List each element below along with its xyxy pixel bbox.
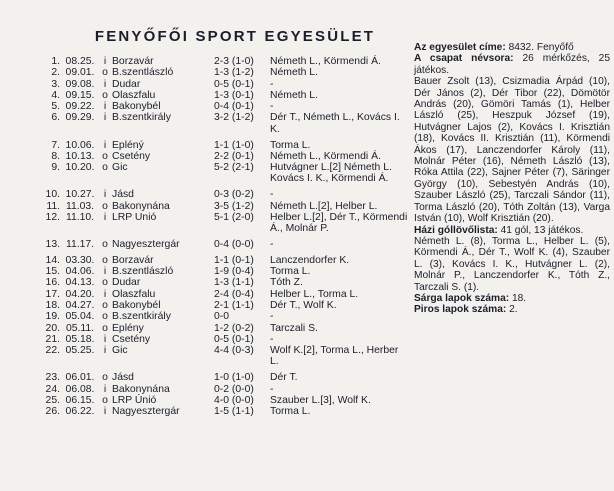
match-home-away: i: [103, 345, 107, 357]
match-opponent: Dudar: [112, 277, 141, 289]
match-result: 0-4 (0-0): [214, 238, 254, 250]
match-result: 1-5 (1-1): [214, 406, 254, 418]
match-number: 21.: [45, 333, 60, 345]
match-scorers: Szauber L.[3], Wolf K.: [270, 394, 371, 406]
match-number: 14.: [45, 254, 60, 266]
match-number: 22.: [45, 345, 60, 357]
match-scorers: Helber L.[2], Dér T., Körmendi Á., Molnár P.: [270, 211, 408, 235]
match-row: [30, 56, 408, 67]
match-result: 1-2 (0-2): [214, 322, 254, 334]
match-row: [30, 201, 408, 212]
match-number: 3.: [51, 78, 60, 90]
match-date: 10.13.: [65, 150, 95, 162]
match-home-away: o: [102, 254, 108, 266]
club-roster-list: Bauer Zsolt (13), Csizmadia Árpád (10), Dér János (2), Dér Tibor (22), Dömötör András (20), Gömöri Tamás (1), Helber László (25), Heszpuk József (19), Hutvágner Lajos (2), Kovács I. Krisztián (18), Kovács II. Krisztián (11), Körmendi Ákos (17), Lanczendorfer Károly (11), Molnár Péter (16), Németh László (13), Róka Attila (22), Sajner Péter (7), Säringer György (10), Sebestyén András (10), Szauber László (25), Tarczali Sándor (11), Torma László (20), Tóth Zoltán (13), Varga István (10), Wolf Krisztián (20).: [414, 76, 610, 225]
match-home-away: o: [102, 322, 108, 334]
club-scorers-header: Házi góllövőlista: 41 gól, 13 játékos.: [414, 224, 584, 236]
match-date: 06.22.: [65, 406, 95, 418]
match-opponent: Csetény: [112, 333, 151, 345]
club-roster-header: A csapat névsora: 26 mérkőzés, 25 játékos.: [414, 53, 610, 76]
match-date: 09.29.: [65, 112, 95, 124]
match-result: 2-2 (0-1): [214, 150, 254, 162]
match-row: [30, 239, 408, 250]
match-result: 0-0: [214, 311, 230, 323]
match-date: 06.01.: [65, 372, 95, 384]
match-date: 09.08.: [65, 78, 95, 90]
match-row: [30, 300, 408, 311]
match-row: [30, 255, 408, 266]
match-scorers: Németh L., Körmendi Á.: [270, 56, 381, 67]
match-result: 2-1 (1-1): [214, 299, 254, 311]
match-scorers: Torma L.: [270, 406, 311, 418]
match-date: 11.03.: [65, 200, 95, 212]
match-scorers: -: [270, 78, 274, 90]
match-result: 3-5 (1-2): [214, 200, 254, 212]
match-scorers: Németh L.: [270, 67, 318, 79]
match-opponent: LRP Únió: [112, 394, 157, 406]
match-number: 10.: [45, 189, 60, 201]
match-number: 23.: [45, 372, 60, 384]
match-row: [30, 384, 408, 395]
match-scorers: Németh L.[2], Helber L.: [270, 200, 378, 212]
match-number: 13.: [45, 238, 60, 250]
match-home-away: i: [103, 78, 107, 90]
match-scorers: -: [270, 383, 274, 395]
match-result: 5-1 (2-0): [214, 211, 254, 223]
match-row: [30, 151, 408, 162]
match-number: 11.: [46, 200, 60, 212]
match-opponent: Dudar: [112, 78, 141, 90]
match-home-away: i: [103, 266, 107, 278]
club-address: Az egyesület címe: 8432. Fenyőfő: [414, 42, 574, 53]
match-result: 4-4 (0-3): [214, 345, 254, 357]
match-home-away: i: [103, 112, 107, 124]
match-number: 5.: [51, 101, 60, 113]
match-number: 17.: [45, 288, 60, 300]
match-opponent: Epléný: [112, 139, 144, 151]
match-number: 24.: [45, 383, 60, 395]
match-result: 0-4 (0-1): [214, 101, 254, 113]
match-scorers: Németh L.: [270, 89, 318, 101]
match-home-away: i: [103, 383, 107, 395]
match-number: 20.: [45, 322, 60, 334]
club-yellow-cards: Sárga lapok száma: 18.: [414, 292, 527, 304]
match-row: [30, 67, 408, 78]
club-red-cards: Piros lapok száma: 2.: [414, 304, 518, 316]
match-date: 10.20.: [65, 162, 95, 174]
match-row: [30, 334, 408, 345]
match-number: 8.: [51, 150, 60, 162]
match-opponent: Bakonybél: [112, 101, 161, 113]
match-scorers: Tarczali S.: [270, 322, 318, 334]
match-date: 11.17.: [65, 238, 95, 250]
match-opponent: Nagyesztergár: [112, 406, 180, 418]
match-result: 1-0 (1-0): [214, 372, 254, 384]
match-row: [30, 277, 408, 288]
match-home-away: o: [102, 150, 108, 162]
match-opponent: B.szentlászló: [112, 266, 174, 278]
match-opponent: Eplény: [112, 322, 144, 334]
match-result: 0-3 (0-2): [214, 189, 254, 201]
match-date: 04.13.: [65, 277, 95, 289]
match-number: 16.: [45, 277, 60, 289]
match-number: 19.: [45, 311, 60, 323]
match-date: 05.11.: [65, 322, 95, 334]
match-number: 1.: [51, 56, 60, 67]
match-result: 1-1 (0-1): [214, 254, 254, 266]
match-scorers: -: [270, 333, 274, 345]
match-date: 10.27.: [65, 189, 95, 201]
match-number: 7.: [51, 139, 60, 151]
match-home-away: i: [103, 288, 107, 300]
match-scorers: -: [270, 238, 274, 250]
match-result: 0-5 (0-1): [214, 78, 254, 90]
match-opponent: Jásd: [112, 372, 134, 384]
match-opponent: Borzavár: [112, 56, 154, 67]
match-scorers: Dér T.: [270, 372, 298, 384]
match-opponent: LRP Unió: [112, 211, 157, 223]
match-row: [30, 189, 408, 200]
match-result: 0-5 (0-1): [214, 333, 254, 345]
match-opponent: B.szentlászló: [112, 67, 174, 79]
match-date: 09.22.: [65, 101, 95, 113]
match-home-away: i: [103, 101, 107, 113]
match-home-away: o: [102, 89, 108, 101]
match-scorers: Tóth Z.: [270, 277, 303, 289]
match-result: 4-0 (0-0): [214, 394, 254, 406]
match-scorers: Hutvágner L.[2] Németh L. Kovács I. K., Körmendi Á.: [270, 162, 392, 185]
match-date: 05.18.: [65, 333, 95, 345]
match-result: 1-9 (0-4): [214, 266, 254, 278]
match-number: 2.: [51, 67, 60, 79]
match-date: 05.25.: [65, 345, 95, 357]
match-scorers: Németh L., Körmendi Á.: [270, 150, 381, 162]
match-home-away: i: [103, 189, 107, 201]
match-date: 10.06.: [65, 139, 95, 151]
match-opponent: Csetény: [112, 150, 151, 162]
match-date: 08.25.: [65, 56, 95, 67]
match-home-away: o: [102, 277, 108, 289]
match-opponent: B.szentkirály: [112, 311, 171, 323]
match-row: [30, 112, 408, 135]
match-row: [30, 162, 408, 185]
match-row: [30, 140, 408, 151]
match-scorers: -: [270, 101, 274, 113]
match-scorers: Wolf K.[2], Torma L., Herber L.: [270, 345, 399, 368]
match-home-away: i: [103, 406, 107, 418]
match-home-away: o: [102, 394, 108, 406]
match-result: 0-2 (0-0): [214, 383, 254, 395]
match-home-away: i: [103, 139, 107, 151]
match-date: 04.27.: [65, 299, 95, 311]
match-date: 06.08.: [65, 383, 95, 395]
match-opponent: Olaszfalu: [112, 89, 156, 101]
match-row: [30, 395, 408, 406]
match-date: 09.01.: [65, 67, 95, 79]
match-row: [30, 90, 408, 101]
match-number: 25.: [45, 394, 60, 406]
match-result: 5-2 (2-1): [214, 162, 254, 174]
match-home-away: o: [102, 372, 108, 384]
match-date: 06.15.: [65, 394, 95, 406]
match-home-away: o: [102, 200, 108, 212]
match-opponent: Borzavár: [112, 254, 154, 266]
match-result: 1-3 (1-1): [214, 277, 254, 289]
match-opponent: Bakonybél: [112, 299, 161, 311]
match-scorers: -: [270, 189, 274, 201]
match-result: 2-4 (0-4): [214, 288, 254, 300]
match-scorers: -: [270, 311, 274, 323]
club-info: [414, 42, 610, 316]
match-opponent: Gic: [112, 162, 128, 174]
match-row: [30, 311, 408, 322]
match-number: 9.: [51, 162, 60, 174]
match-date: 11.10.: [65, 211, 95, 223]
match-home-away: i: [103, 333, 107, 345]
match-scorers: Helber L., Torma L.: [270, 288, 359, 300]
match-home-away: o: [102, 238, 108, 250]
match-result: 2-3 (1-0): [214, 56, 254, 67]
match-home-away: o: [102, 299, 108, 311]
match-row: [30, 79, 408, 90]
match-opponent: Nagyesztergár: [112, 238, 180, 250]
match-date: 09.15.: [65, 89, 95, 101]
match-opponent: Olaszfalu: [112, 288, 156, 300]
match-scorers: Torma L.: [270, 266, 311, 278]
match-result: 1-3 (0-1): [214, 89, 254, 101]
match-row: [30, 345, 408, 368]
match-opponent: Bakonynána: [112, 200, 170, 212]
match-row: [30, 266, 408, 277]
match-home-away: o: [102, 311, 108, 323]
match-number: 26.: [45, 406, 60, 418]
match-scorers: Dér T., Wolf K.: [270, 299, 337, 311]
match-row: [30, 372, 408, 383]
match-date: 03.30.: [65, 254, 95, 266]
match-row: [30, 323, 408, 334]
match-home-away: i: [103, 211, 107, 223]
match-home-away: o: [102, 162, 108, 174]
match-opponent: B.szentkirály: [112, 112, 171, 124]
match-date: 04.20.: [65, 288, 95, 300]
match-opponent: Bakonynána: [112, 383, 170, 395]
match-number: 6.: [51, 112, 60, 124]
match-number: 4.: [51, 89, 60, 101]
match-date: 05.04.: [65, 311, 95, 323]
match-opponent: Jásd: [112, 189, 134, 201]
match-row: [30, 406, 408, 417]
match-number: 12.: [45, 211, 60, 223]
match-opponent: Gic: [112, 345, 128, 357]
match-date: 04.06.: [65, 266, 95, 278]
match-scorers: Torma L.: [270, 139, 311, 151]
match-result: 1-3 (1-2): [214, 67, 254, 79]
match-result: 1-1 (1-0): [214, 139, 254, 151]
match-number: 15.: [45, 266, 60, 278]
match-home-away: o: [102, 67, 108, 79]
club-scorers-list: Németh L. (8), Torma L., Helber L. (5), Körmendi Á., Dér T., Wolf K. (4), Szauber L. (3), Kovács I. K., Hutvágner L. (2), Molnár P., Lanczendorfer K., Tóth Z., Tarczali S. (1).: [414, 235, 610, 293]
match-result: 3-2 (1-2): [214, 112, 254, 124]
match-number: 18.: [45, 299, 60, 311]
match-list: [30, 56, 408, 417]
match-row: [30, 101, 408, 112]
match-scorers: Dér T., Németh L., Kovács I. K.: [270, 112, 400, 135]
match-scorers: Lanczendorfer K.: [270, 254, 350, 266]
match-row: [30, 289, 408, 300]
page-title: FENYŐFŐI SPORT EGYESÜLET: [94, 28, 376, 45]
match-home-away: i: [103, 56, 107, 67]
match-row: [30, 212, 408, 235]
